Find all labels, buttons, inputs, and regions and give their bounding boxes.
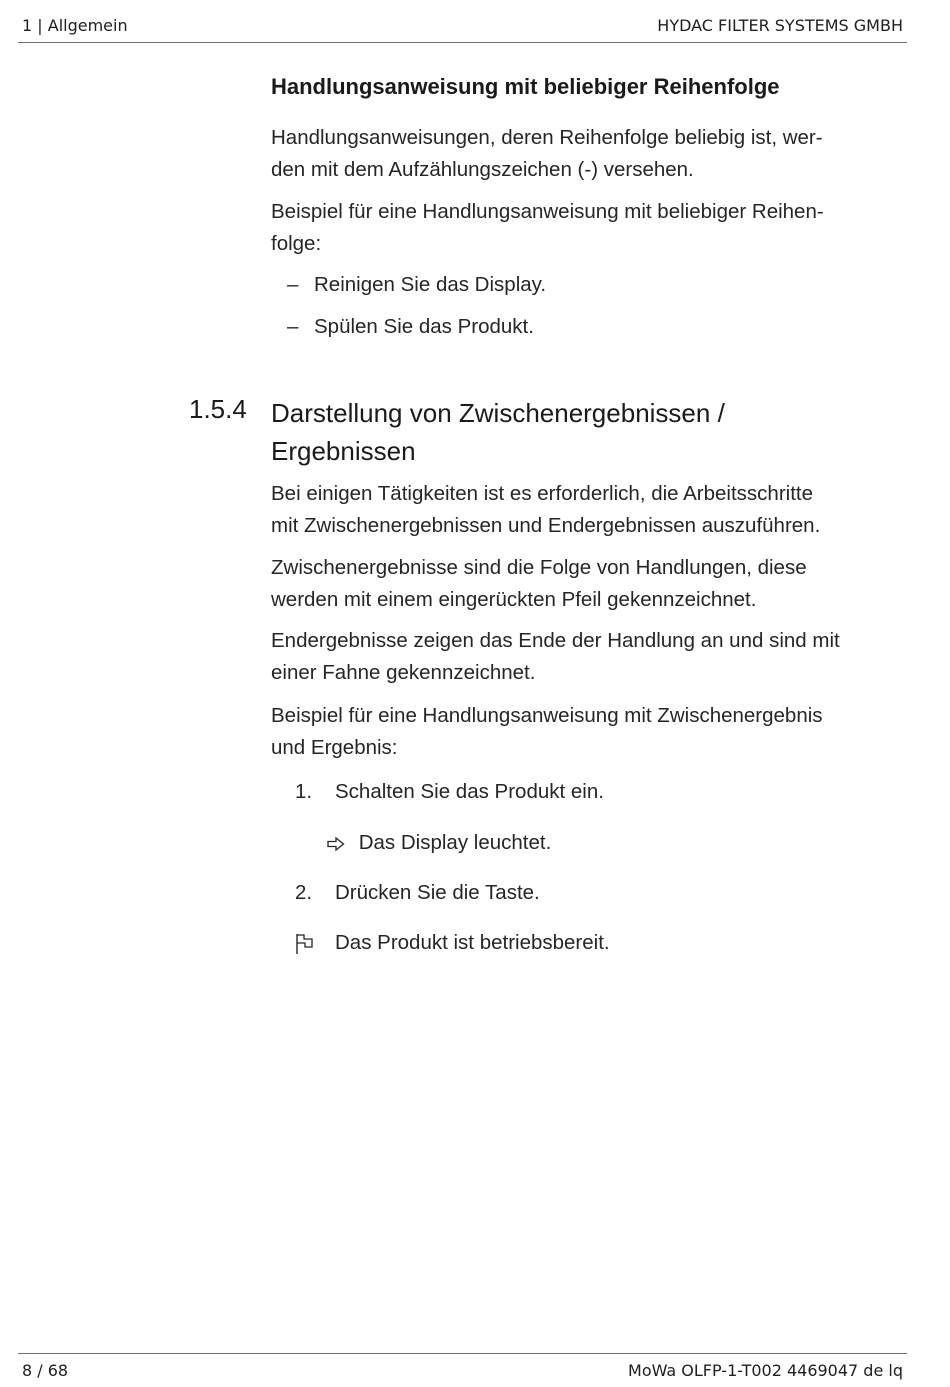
interim-result-text: Das Display leuchtet. [358,831,552,854]
section-title [271,394,871,470]
text-line: folge: [271,232,322,255]
dash-bullet: – [287,315,299,338]
header-chapter: 1 | Allgemein [22,16,128,35]
page-number: 8 / 68 [22,1361,69,1380]
step-text: Drücken Sie die Taste. [335,881,540,904]
list-item [287,315,534,339]
text-line: einer Fahne gekennzeichnet. [271,661,536,684]
list-item-text: Spülen Sie das Produkt. [314,315,534,338]
list-item [287,273,546,297]
text-line: Endergebnisse zeigen das Ende der Handlung an und sind mit [271,629,840,652]
text-line: Handlungsanweisungen, deren Reihenfolge beliebig ist, wer- [271,126,823,149]
step-number: 2. [295,881,313,904]
step-number: 1. [295,780,313,803]
text-line: den mit dem Aufzählungszeichen (-) versehen. [271,158,694,181]
dash-bullet: – [287,273,299,296]
text-line: Zwischenergebnisse sind die Folge von Handlungen, diese [271,556,807,579]
paragraph-section-intro [271,478,901,542]
flag-icon [295,931,315,961]
paragraph-interim-results [271,552,901,616]
paragraph-any-order-example [271,196,901,260]
paragraph-any-order-intro [271,122,901,186]
hollow-arrow-right-icon [327,831,359,854]
text-line: werden mit einem eingerückten Pfeil gekennzeichnet. [271,588,757,611]
step-text: Schalten Sie das Produkt ein. [335,780,604,803]
subheading-any-order: Handlungsanweisung mit beliebiger Reihenfolge [271,74,780,99]
document-id: MoWa OLFP-1-T002 4469047 de lq [628,1361,903,1380]
paragraph-final-results [271,625,901,689]
interim-result [327,831,551,855]
page-footer [18,1353,907,1380]
text-line: mit Zwischenergebnissen und Endergebnissen auszuführen. [271,514,821,537]
text-line: Beispiel für eine Handlungsanweisung mit beliebiger Reihen- [271,200,824,223]
paragraph-example-intro [271,700,901,764]
final-result-text: Das Produkt ist betriebsbereit. [335,931,610,954]
text-line: und Ergebnis: [271,736,398,759]
header-company: HYDAC FILTER SYSTEMS GMBH [657,16,903,35]
section-title-line: Darstellung von Zwischenergebnissen / [271,398,725,428]
list-item-text: Reinigen Sie das Display. [314,273,547,296]
text-line: Beispiel für eine Handlungsanweisung mit Zwischenergebnis [271,704,823,727]
section-title-line: Ergebnissen [271,436,416,466]
page-header [18,14,907,43]
section-number: 1.5.4 [189,394,247,424]
text-line: Bei einigen Tätigkeiten ist es erforderlich, die Arbeitsschritte [271,482,814,505]
